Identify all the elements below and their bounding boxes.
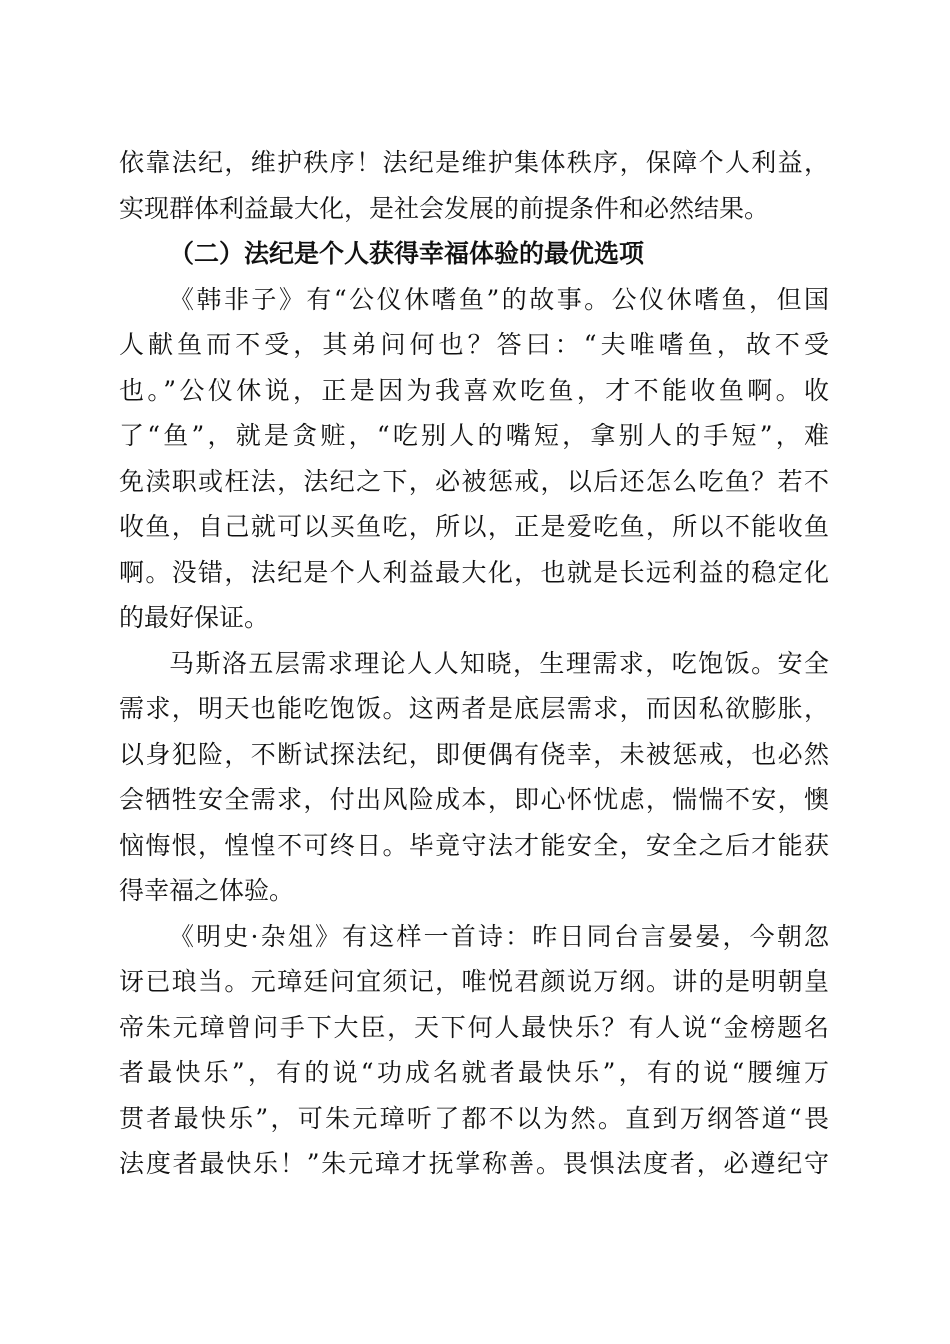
text-line: 会牺牲安全需求，付出风险成本，即心怀忧虑，惴惴不安，懊 xyxy=(119,785,829,814)
text-line: 也。”公仪休说，正是因为我喜欢吃鱼，才不能收鱼啊。收 xyxy=(119,375,829,405)
text-line: 的最好保证。 xyxy=(119,603,270,632)
text-line: 《韩非子》有“公仪休嗜鱼”的故事。公仪休嗜鱼，但国 xyxy=(169,284,829,314)
text-line: 贯者最快乐”，可朱元璋听了都不以为然。直到万纲答道“畏 xyxy=(119,1103,829,1133)
text-line: 帝朱元璋曾问手下大臣，天下何人最快乐？有人说“金榜题名 xyxy=(119,1012,829,1042)
section-heading: （二）法纪是个人获得幸福体验的最优选项 xyxy=(169,239,645,268)
text-line: 以身犯险，不断试探法纪，即便偶有侥幸，未被惩戒，也必然 xyxy=(119,739,829,769)
paragraph-3 xyxy=(119,641,829,914)
text-line: 收鱼，自己就可以买鱼吃，所以，正是爱吃鱼，所以不能收鱼 xyxy=(119,512,829,541)
text-line: 恼悔恨，惶惶不可终日。毕竟守法才能安全，安全之后才能获 xyxy=(119,830,829,860)
text-line: 免渎职或枉法，法纪之下，必被惩戒，以后还怎么吃鱼？若不 xyxy=(119,466,829,496)
text-line: 法度者最快乐！”朱元璋才抚掌称善。畏惧法度者，必遵纪守 xyxy=(119,1149,829,1178)
text-line: 依靠法纪，维护秩序！法纪是维护集体秩序，保障个人利益， xyxy=(119,148,829,177)
text-line: 马斯洛五层需求理论人人知晓，生理需求，吃饱饭。安全 xyxy=(169,648,829,678)
paragraph-1 xyxy=(119,140,829,231)
text-line: 啊。没错，法纪是个人利益最大化，也就是长远利益的稳定化 xyxy=(119,557,829,587)
text-line: 了“鱼”，就是贪赃，“吃别人的嘴短，拿别人的手短”，难 xyxy=(119,421,829,450)
document-body xyxy=(119,140,829,1187)
text-line: 得幸福之体验。 xyxy=(119,876,295,905)
paragraph-2 xyxy=(119,277,829,641)
text-line: 人献鱼而不受，其弟问何也？答曰：“夫唯嗜鱼，故不受 xyxy=(119,330,829,359)
paragraph-4 xyxy=(119,914,829,1187)
text-line: 需求，明天也能吃饱饭。这两者是底层需求，而因私欲膨胀， xyxy=(119,694,829,723)
text-line: 者最快乐”，有的说“功成名就者最快乐”，有的说“腰缠万 xyxy=(119,1058,829,1087)
text-line: 讶已琅当。元璋廷问宜须记，唯悦君颜说万纲。讲的是明朝皇 xyxy=(119,967,829,996)
text-line: 实现群体利益最大化，是社会发展的前提条件和必然结果。 xyxy=(119,193,770,223)
text-line: 《明史·杂俎》有这样一首诗：昨日同台言晏晏，今朝忽 xyxy=(169,921,829,951)
